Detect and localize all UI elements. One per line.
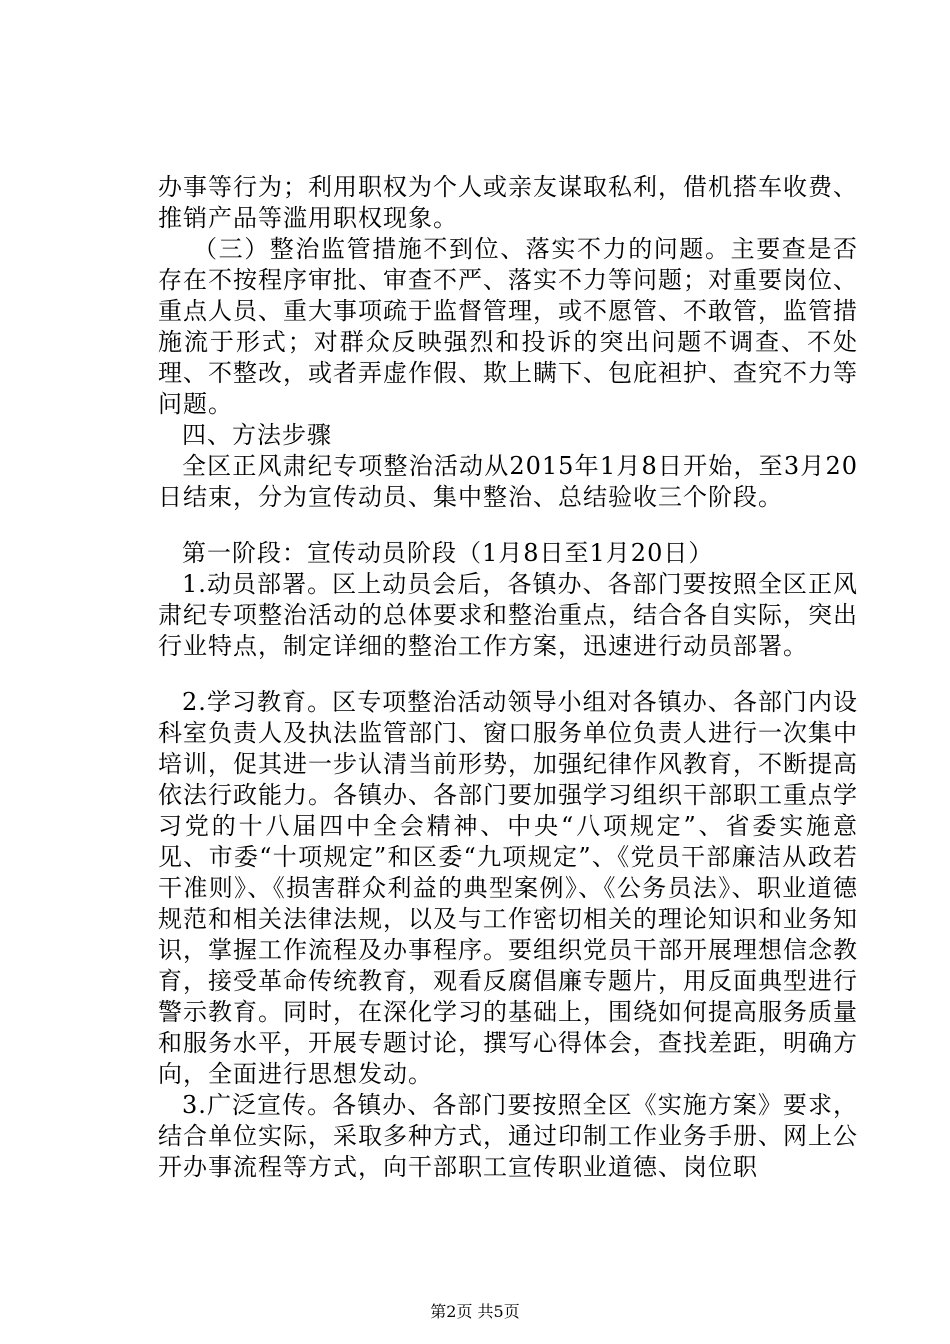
paragraph-education: 2.学习教育。区专项整治活动领导小组对各镇办、各部门内设科室负责人及执法监管部门、窗口服务单位负责人进行一次集中培训，促其进一步认清当前形势，加强纪律作风教育，不断提高依法行政能力。各镇办、各部门要加强学习组织干部职工重点学习党的十八届四中全会精神、中央“八项规定”、省委实施意见、市委“十项规定”和区委“九项规定”、《党员干部廉洁从政若干准则》、《损害群众利益的典型案例》、《公务员法》、职业道德规范和相关法律法规，以及与工作密切相关的理论知识和业务知识，掌握工作流程及办事程序。要组织党员干部开展理想信念教育，接受革命传统教育，观看反腐倡廉专题片，用反面典型进行警示教育。同时，在深化学习的基础上，围绕如何提高服务质量和服务水平，开展专题讨论，撰写心得体会，查找差距，明确方向，全面进行思想发动。 xyxy=(158,688,858,1088)
paragraph-section-three: （三）整治监管措施不到位、落实不力的问题。主要查是否存在不按程序审批、审查不严、落实不力等问题；对重要岗位、重点人员、重大事项疏于监督管理，或不愿管、不敢管，监管措施流于形式；对群众反映强烈和投诉的突出问题不调查、不处理、不整改，或者弄虚作假、欺上瞒下、包庇袒护、查究不力等问题。 xyxy=(158,235,858,418)
document-body xyxy=(158,172,858,1183)
paragraph-publicity: 3.广泛宣传。各镇办、各部门要按照全区《实施方案》要求，结合单位实际，采取多种方式，通过印制工作业务手册、网上公开办事流程等方式，向干部职工宣传职业道德、岗位职 xyxy=(158,1091,858,1181)
paragraph-schedule: 全区正风肃纪专项整治活动从2015年1月8日开始，至3月20日结束，分为宣传动员、集中整治、总结验收三个阶段。 xyxy=(158,452,858,511)
section-heading-methods: 四、方法步骤 xyxy=(182,421,332,449)
stage-one-heading: 第一阶段：宣传动员阶段（1月8日至1月20日） xyxy=(182,539,714,567)
page-footer: 第2页 共5页 xyxy=(430,1302,520,1321)
paragraph-continuation: 办事等行为；利用职权为个人或亲友谋取私利，借机搭车收费、推销产品等滥用职权现象。 xyxy=(158,173,858,232)
paragraph-mobilization: 1.动员部署。区上动员会后，各镇办、各部门要按照全区正风肃纪专项整治活动的总体要求和整治重点，结合各自实际，突出行业特点，制定详细的整治工作方案，迅速进行动员部署。 xyxy=(158,570,858,660)
